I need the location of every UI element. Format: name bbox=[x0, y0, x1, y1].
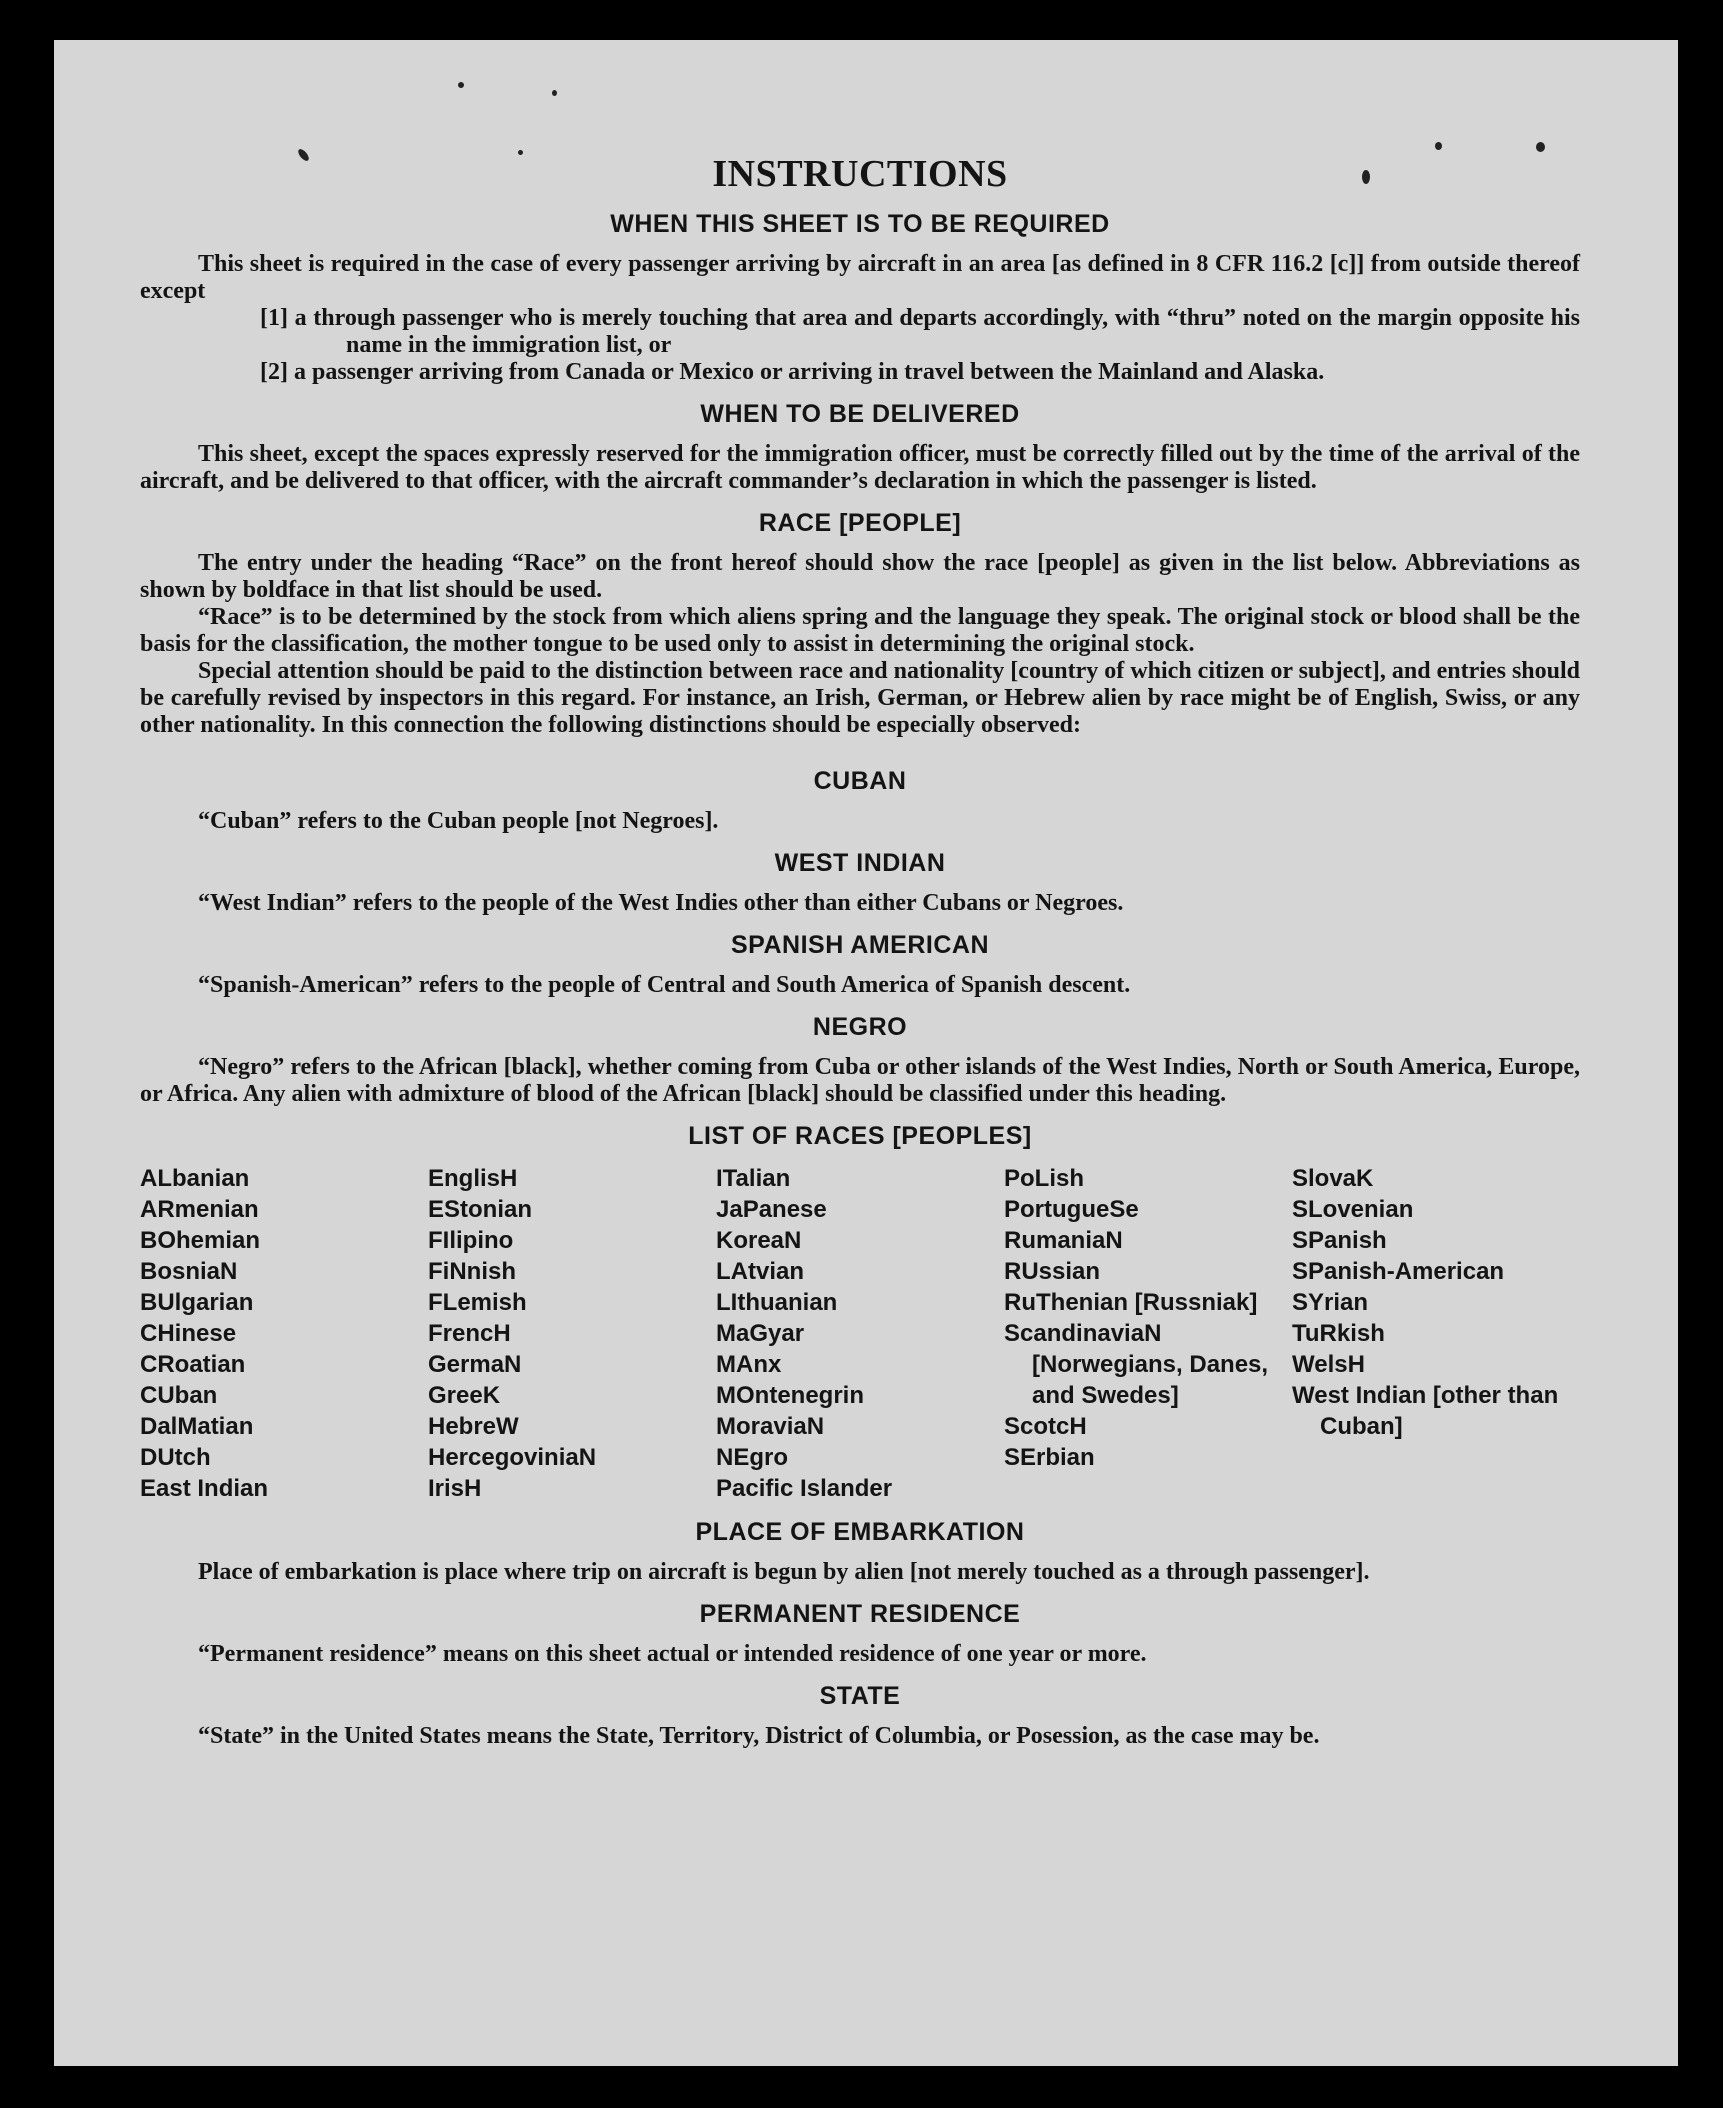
race-entry: SlovaK bbox=[1292, 1165, 1374, 1192]
races-column bbox=[428, 1163, 716, 1504]
races-column bbox=[1004, 1163, 1292, 1504]
race-entry: BosniaN bbox=[140, 1258, 238, 1285]
race-entry: HercegoviniaN bbox=[428, 1444, 597, 1471]
heading-state: STATE bbox=[819, 1682, 901, 1710]
race-entry: MOntenegrin bbox=[716, 1382, 864, 1409]
race-entry: East Indian bbox=[140, 1475, 269, 1502]
race-paragraph-3: Special attention should be paid to the distinction between race and nationality [country of which citizen or subject], and entries should be carefully revised by inspectors in this regard. For instance, an Irish, German, or Hebrew alien by race might be of English, Swiss, or any other nationality. In this connection the following distinctions should be especially observed: bbox=[140, 658, 1580, 738]
race-entry: ARmenian bbox=[140, 1196, 259, 1223]
race-entry: ScandinaviaN [Norwegians, Danes, and Swedes] bbox=[1004, 1320, 1269, 1409]
heading-spanish-american: SPANISH AMERICAN bbox=[730, 931, 989, 959]
race-entry: FrencH bbox=[428, 1320, 511, 1347]
race-entry: HebreW bbox=[428, 1413, 519, 1440]
race-entry: DUtch bbox=[140, 1444, 211, 1471]
spanish-american-text: “Spanish-American” refers to the people of Central and South America of Spanish descent. bbox=[198, 972, 1131, 998]
heading-west-indian: WEST INDIAN bbox=[774, 849, 946, 877]
race-entry: ALbanian bbox=[140, 1165, 250, 1192]
race-entry: DalMatian bbox=[140, 1413, 254, 1440]
race-paragraph-2: “Race” is to be determined by the stock from which aliens spring and the language they speak. The original stock or blood shall be the basis for the classification, the mother tongue to be used only to assist in determining the original stock. bbox=[140, 604, 1580, 657]
heading-list-of-races: LIST OF RACES [PEOPLES] bbox=[688, 1122, 1032, 1150]
race-entry: CUban bbox=[140, 1382, 218, 1409]
race-entry: SErbian bbox=[1004, 1444, 1095, 1471]
race-entry: SPanish bbox=[1292, 1227, 1387, 1254]
race-entry: ITalian bbox=[716, 1165, 791, 1192]
race-entry: IrisH bbox=[428, 1475, 482, 1502]
scan-speck bbox=[1536, 142, 1545, 152]
race-entry: PortugueSe bbox=[1004, 1196, 1139, 1223]
races-column bbox=[1292, 1163, 1580, 1504]
state-text: “State” in the United States means the State, Territory, District of Columbia, or Posession, as the case may be. bbox=[198, 1723, 1320, 1749]
races-list bbox=[140, 1163, 1580, 1504]
race-entry: RumaniaN bbox=[1004, 1227, 1123, 1254]
scan-speck bbox=[552, 90, 557, 96]
race-entry: KoreaN bbox=[716, 1227, 802, 1254]
race-entry: FiNnish bbox=[428, 1258, 516, 1285]
race-entry: FIlipino bbox=[428, 1227, 514, 1254]
race-entry: BOhemian bbox=[140, 1227, 261, 1254]
scan-speck bbox=[458, 82, 464, 88]
document-page bbox=[54, 40, 1678, 2066]
heading-negro: NEGRO bbox=[812, 1013, 908, 1041]
scan-speck bbox=[1435, 142, 1442, 150]
required-intro: This sheet is required in the case of every passenger arriving by aircraft in an area [as defined in 8 CFR 116.2 [c]] from outside thereof except bbox=[140, 251, 1580, 304]
race-entry: ScotcH bbox=[1004, 1413, 1087, 1440]
west-indian-text: “West Indian” refers to the people of the West Indies other than either Cubans or Negroes. bbox=[198, 890, 1124, 916]
heading-when-required: WHEN THIS SHEET IS TO BE REQUIRED bbox=[610, 210, 1110, 238]
residence-text: “Permanent residence” means on this sheet actual or intended residence of one year or more. bbox=[198, 1641, 1147, 1667]
race-entry: PoLish bbox=[1004, 1165, 1085, 1192]
race-entry: GreeK bbox=[428, 1382, 501, 1409]
negro-text: “Negro” refers to the African [black], whether coming from Cuba or other islands of the West Indies, North or South America, Europe, or Africa. Any alien with admixture of blood of the African [black] should be classified under this heading. bbox=[140, 1054, 1580, 1107]
race-entry: CRoatian bbox=[140, 1351, 246, 1378]
heading-cuban: CUBAN bbox=[813, 767, 907, 795]
required-exception-1: [1] a through passenger who is merely touching that area and departs accordingly, with “thru” noted on the margin opposite his name in the immigration list, or bbox=[260, 305, 1580, 358]
race-entry: NEgro bbox=[716, 1444, 788, 1471]
races-column bbox=[140, 1163, 428, 1504]
race-entry: MaGyar bbox=[716, 1320, 805, 1347]
embarkation-text: Place of embarkation is place where trip on aircraft is begun by alien [not merely touched as a through passenger]. bbox=[198, 1559, 1370, 1585]
instructions-body bbox=[140, 152, 1580, 1750]
heading-race: RACE [PEOPLE] bbox=[758, 509, 962, 537]
heading-permanent-residence: PERMANENT RESIDENCE bbox=[699, 1600, 1021, 1628]
cuban-text: “Cuban” refers to the Cuban people [not Negroes]. bbox=[198, 808, 719, 834]
race-entry: LIthuanian bbox=[716, 1289, 838, 1316]
race-entry: WelsH bbox=[1292, 1351, 1365, 1378]
race-entry: SYrian bbox=[1292, 1289, 1369, 1316]
race-entry: West Indian [other than Cuban] bbox=[1292, 1382, 1559, 1440]
race-entry: SLovenian bbox=[1292, 1196, 1414, 1223]
heading-place-of-embarkation: PLACE OF EMBARKATION bbox=[695, 1518, 1025, 1546]
race-entry: MoraviaN bbox=[716, 1413, 825, 1440]
race-entry: GermaN bbox=[428, 1351, 522, 1378]
race-entry: RUssian bbox=[1004, 1258, 1101, 1285]
race-entry: BUlgarian bbox=[140, 1289, 254, 1316]
delivered-text: This sheet, except the spaces expressly reserved for the immigration officer, must be correctly filled out by the time of the arrival of the aircraft, and be delivered to that officer, with the aircraft commander’s declaration in which the passenger is listed. bbox=[140, 441, 1580, 494]
race-entry: Pacific Islander bbox=[716, 1475, 893, 1502]
race-entry: RuThenian [Russniak] bbox=[1004, 1289, 1258, 1316]
race-entry: TuRkish bbox=[1292, 1320, 1385, 1347]
required-exception-2: [2] a passenger arriving from Canada or Mexico or arriving in travel between the Mainland and Alaska. bbox=[260, 359, 1325, 385]
race-entry: LAtvian bbox=[716, 1258, 805, 1285]
race-entry: MAnx bbox=[716, 1351, 782, 1378]
race-entry: JaPanese bbox=[716, 1196, 827, 1223]
race-paragraph-1: The entry under the heading “Race” on the front hereof should show the race [people] as given in the list below. Abbreviations as shown by boldface in that list should be used. bbox=[140, 550, 1580, 603]
page-title: INSTRUCTIONS bbox=[712, 153, 1008, 195]
race-entry: FLemish bbox=[428, 1289, 527, 1316]
races-column bbox=[716, 1163, 1004, 1504]
heading-when-delivered: WHEN TO BE DELIVERED bbox=[700, 400, 1020, 428]
race-entry: CHinese bbox=[140, 1320, 237, 1347]
race-entry: EStonian bbox=[428, 1196, 533, 1223]
race-entry: EnglisH bbox=[428, 1165, 518, 1192]
race-entry: SPanish-American bbox=[1292, 1258, 1505, 1285]
